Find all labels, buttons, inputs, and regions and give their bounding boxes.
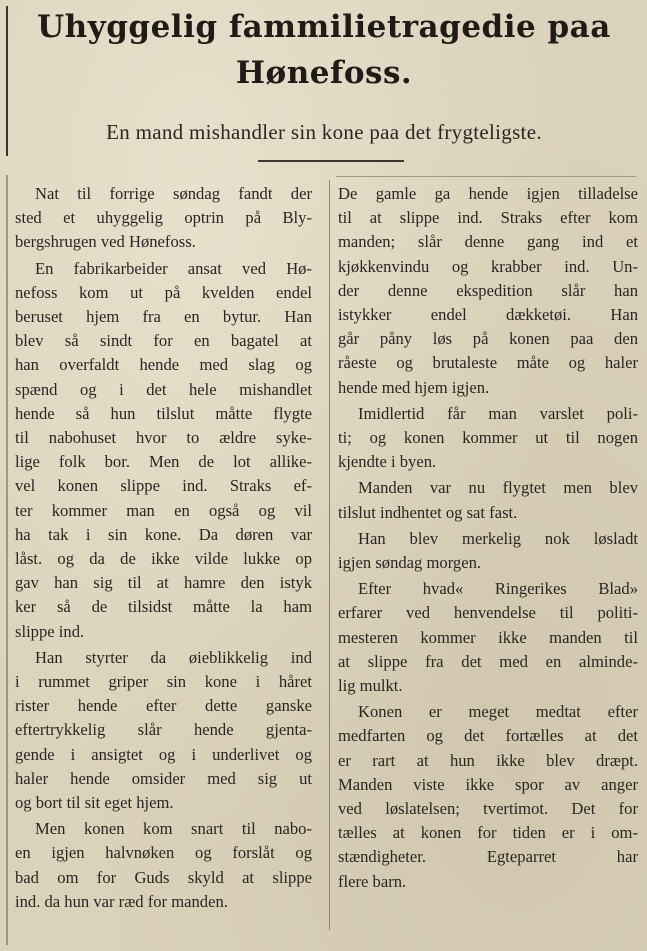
text-line: gav han sig til at hamre den istyk	[15, 573, 312, 593]
left-border-rule-lower	[6, 175, 8, 945]
text-line: kjendte i byen.	[338, 452, 437, 472]
text-line: Efter hvad« Ringerikes Blad»	[358, 579, 638, 599]
text-line: er rart at hun ikke blev dræpt.	[338, 750, 638, 770]
text-line: erfarer ved henvendelse til politi-	[338, 603, 638, 623]
paragraph	[15, 817, 312, 914]
subheadline: En mand mishandler sin kone paa det frygteligste.	[106, 120, 542, 144]
text-line: lig mulkt.	[338, 676, 403, 696]
article-right-column	[338, 182, 638, 894]
text-line: bergshrugen ved Hønefoss.	[15, 232, 196, 252]
headline-line-2: Hønefoss.	[235, 55, 413, 91]
text-line: nefoss kom ut på kvelden endel	[15, 282, 312, 302]
text-line: eftertrykkelig slår hende gjenta-	[15, 720, 312, 740]
text-line: blev så sindt for en bagatel at	[15, 331, 312, 351]
text-line: og bort til sit eget hjem.	[15, 793, 174, 813]
text-line: haler hende omsider med sig ut	[15, 768, 312, 788]
text-line: De gamle ga hende igjen tilladelse	[338, 184, 638, 203]
text-line: bad om for Guds skyld at slippe	[15, 867, 312, 887]
text-line: at slippe fra det med en alminde-	[338, 651, 638, 671]
article-left-column	[15, 182, 312, 914]
text-line: til at slippe ind. Straks efter kom	[338, 208, 638, 228]
text-line: Han blev merkelig nok løsladt	[358, 528, 638, 548]
text-line: en igjen halvnøken og forslåt og	[15, 843, 312, 863]
text-line: tælles at konen for tiden er i om-	[338, 823, 638, 843]
text-line: der denne ekspedition slår han	[338, 280, 638, 300]
text-line: rister hende efter dette ganske	[15, 696, 312, 716]
text-line: lige folk bor. Men de lot allike-	[15, 452, 312, 472]
text-line: han overfaldt hende med slag og	[15, 355, 312, 375]
text-line: slippe ind.	[15, 621, 85, 641]
text-line: beruset hjem fra en bytur. Han	[15, 307, 312, 327]
text-line: sted et uhyggelig optrin på Bly-	[15, 208, 312, 228]
paragraph	[15, 182, 312, 255]
text-line: ved løslatelsen; tvertimot. Det for	[338, 799, 638, 819]
text-line: Men konen kom snart til nabo-	[35, 819, 312, 839]
paragraph	[338, 527, 638, 575]
text-line: En fabrikarbeider ansat ved Hø-	[35, 258, 312, 278]
text-line: istykker endel dækketøi. Han	[338, 305, 638, 325]
paragraph	[338, 476, 638, 524]
paragraph	[338, 182, 638, 400]
text-line: ter kommer man en også og vil	[15, 500, 312, 520]
text-line: ti; og konen kommer ut til nogen	[338, 428, 638, 448]
text-line: Han styrter da øieblikkelig ind	[35, 647, 312, 667]
text-line: låst. og da de ikke vilde lukke op	[15, 549, 312, 569]
text-line: Manden var nu flygtet men blev	[358, 478, 638, 498]
text-line: råeste og brutaleste måte og haler	[338, 353, 638, 373]
text-line: Imidlertid får man varslet poli-	[358, 403, 638, 423]
text-line: Nat til forrige søndag fandt der	[35, 184, 312, 203]
text-line: hende med hjem igjen.	[338, 377, 490, 397]
text-line: hende så hun tilslut måtte flygte	[15, 403, 312, 423]
paragraph	[338, 700, 638, 894]
text-line: flere barn.	[338, 871, 407, 891]
text-line: kjøkkenvindu og krabber ind. Un-	[338, 256, 638, 276]
paragraph	[338, 577, 638, 698]
text-line: spænd og i det hele mishandlet	[15, 379, 312, 399]
paragraph	[15, 257, 312, 644]
subheadline-rule	[258, 160, 404, 162]
text-line: mesteren kommer ikke manden til	[338, 627, 638, 647]
text-line: gende i ansigtet og i underlivet og	[15, 744, 312, 764]
paragraph	[338, 402, 638, 475]
text-line: ind. da hun var ræd for manden.	[15, 891, 228, 911]
text-line: manden; slår denne gang ind et	[338, 232, 638, 252]
text-line: igjen søndag morgen.	[338, 553, 482, 573]
headline-line-1: Uhyggelig fammilietragedie paa	[37, 9, 611, 45]
left-border-rule	[6, 6, 8, 156]
text-line: ker så de tilsidst måtte la ham	[15, 597, 312, 617]
right-column-top-rule	[336, 176, 636, 177]
text-line: Manden viste ikke spor av anger	[338, 774, 638, 794]
paragraph	[15, 646, 312, 815]
text-line: ha tak i sin kone. Da døren var	[15, 524, 312, 544]
headline	[14, 4, 634, 96]
text-line: medfarten og det fortælles at det	[338, 726, 638, 746]
text-line: til nabohuset hvor to ældre syke-	[15, 428, 312, 448]
column-divider	[329, 180, 330, 930]
text-line: stændigheter. Egteparret har	[338, 847, 638, 867]
text-line: går påny løs på konen paa den	[338, 329, 638, 349]
text-line: Konen er meget medtat efter	[358, 702, 638, 722]
text-line: tilslut indhentet og sat fast.	[338, 502, 518, 522]
text-line: vel konen slippe ind. Straks ef-	[15, 476, 312, 496]
text-line: i rummet griper sin kone i håret	[15, 672, 312, 692]
